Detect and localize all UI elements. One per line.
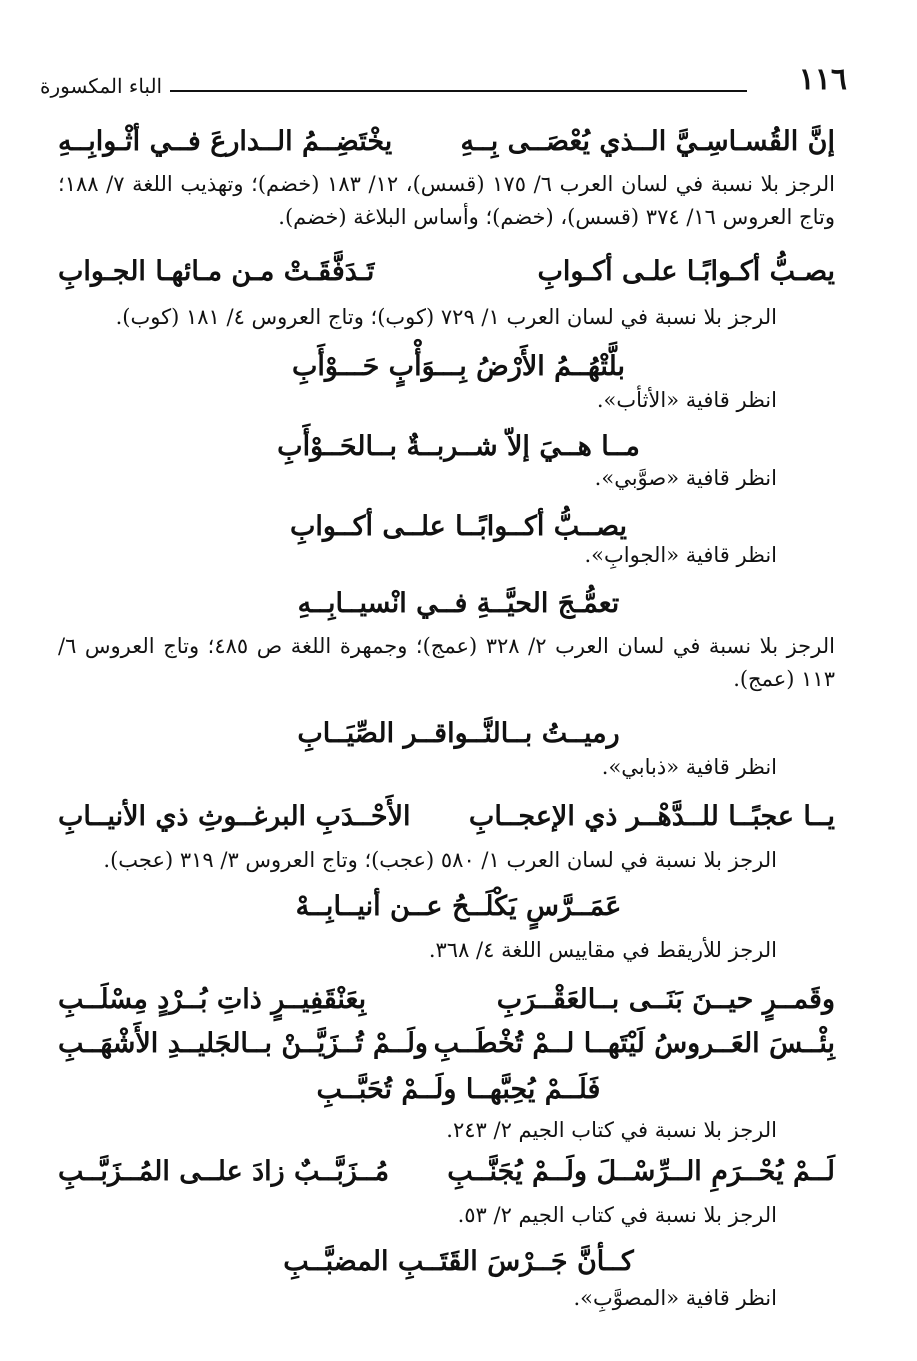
hemistich-left: الأَحْــدَبِ البرغــوثِ ذي الأنيــابِ (58, 801, 411, 832)
cross-reference: انظر قافية «المصوَّبِ». (573, 1286, 777, 1310)
hemistich-left: بِعَنْقَفِيــرٍ ذاتِ بُــرْدٍ مِسْلَــبِ (58, 984, 367, 1015)
hemistich-right: وقَمــرٍ حيــنَ بَنَــى بــالعَقْــرَبِ (496, 984, 835, 1015)
citation-note: الرجز للأريقط في مقاييس اللغة ٤/ ٣٦٨. (428, 938, 777, 962)
verse-single: رميــتُ بــالنَّــواقــر الصِّيَــابِ (297, 718, 620, 749)
verse-couplet (58, 120, 835, 164)
cross-reference: انظر قافية «الأثأب». (596, 388, 777, 412)
header-rule (170, 90, 747, 92)
verse-single: بلَّتْهُــمُ الأَرْضُ بِـــوَأْبٍ حَـــوْأَبِ (291, 351, 626, 382)
verse-couplet (58, 795, 835, 839)
hemistich-right: يصـبُّ أكـوابًـا علـى أكـوابِ (537, 256, 835, 287)
hemistich-left: ولَــمْ تُــزَيَّــنْ بــالجَليــدِ الأَشْهَــبِ (58, 1028, 428, 1059)
hemistich-right: إنَّ القُسـاسِـيَّ الــذي يُعْصَــى بِــهِ (460, 126, 835, 157)
page-number: ١١٦ (798, 62, 847, 97)
verse-line-2 (58, 1022, 835, 1066)
verse-single: يصــبُّ أكــوابًــا علــى أكــوابِ (289, 511, 628, 542)
citation-note: الرجز بلا نسبة في لسان العرب ٦/ ١٧٥ (قسس)، ١٢/ ١٨٣ (خضم)؛ وتهذيب اللغة ٧/ ١٨٨؛ وتاج العروس ١٦/ ٣٧٤ (قسس)، (خضم)؛ وأساس البلاغة (خضم). (58, 172, 835, 229)
verse-couplet (58, 250, 835, 294)
citation-note: الرجز بلا نسبة في كتاب الجيم ٢/ ٥٣. (457, 1203, 777, 1227)
hemistich-right: لَــمْ يُحْــرَمِ الــرِّسْــلَ ولَــمْ يُجَنَّــبِ (447, 1156, 835, 1187)
hemistich-right: بِئْــسَ العَــروسُ لَيْتَهــا لــمْ تُخْطَــبِ (433, 1028, 835, 1059)
verse-line-3: فَلَــمْ يُحِبَّهــا ولَــمْ تُحَبَّــبِ (316, 1074, 601, 1105)
cross-reference: انظر قافية «الجوابِ». (584, 543, 777, 567)
citation-note: الرجز بلا نسبة في لسان العرب ١/ ٧٢٩ (كوب)؛ وتاج العروس ٤/ ١٨١ (كوب). (115, 305, 777, 329)
hemistich-left: مُــزَبَّــبٌ زادَ علــى المُــزَبَّــبِ (58, 1156, 390, 1187)
cross-reference: انظر قافية «صوَّبي». (594, 466, 777, 490)
verse-single: كــأنَّ جَــرْسَ القَتَــبِ المضبَّــبِ (283, 1246, 634, 1277)
hemistich-left: يخْتَضِــمُ الــدارعَ فــي أثْـوابِــهِ (58, 126, 393, 157)
citation-note: الرجز بلا نسبة في لسان العرب ٢/ ٣٢٨ (عمج)؛ وجمهرة اللغة ص ٤٨٥؛ وتاج العروس ٦/ ١١٣ (عمج). (58, 634, 835, 691)
citation-note: الرجز بلا نسبة في لسان العرب ١/ ٥٨٠ (عجب)؛ وتاج العروس ٣/ ٣١٩ (عجب). (103, 848, 777, 872)
running-title: الباء المكسورة (40, 74, 163, 98)
page-header (40, 60, 847, 100)
citation-note: الرجز بلا نسبة في كتاب الجيم ٢/ ٢٤٣. (446, 1118, 777, 1142)
verse-couplet (58, 1150, 835, 1194)
verse-single: تعمُّـجَ الحيَّــةِ فــي انْسيــابِــهِ (297, 588, 620, 619)
verse-single: مــا هــيَ إلاّ شــربــةٌ بــالحَــوْأَبِ (277, 431, 640, 462)
verse-single: عَمَــرَّسٍ يَكْلَــحُ عــن أنيــابِــهْ (295, 891, 622, 922)
hemistich-right: يــا عجبًــا للــدَّهْــر ذي الإعجــابِ (468, 801, 835, 832)
verse-line-1 (58, 978, 835, 1022)
hemistich-left: تَـدَفَّقَـتْ مـن مـائهـا الجـوابِ (58, 256, 375, 287)
cross-reference: انظر قافية «ذبابي». (601, 755, 777, 779)
